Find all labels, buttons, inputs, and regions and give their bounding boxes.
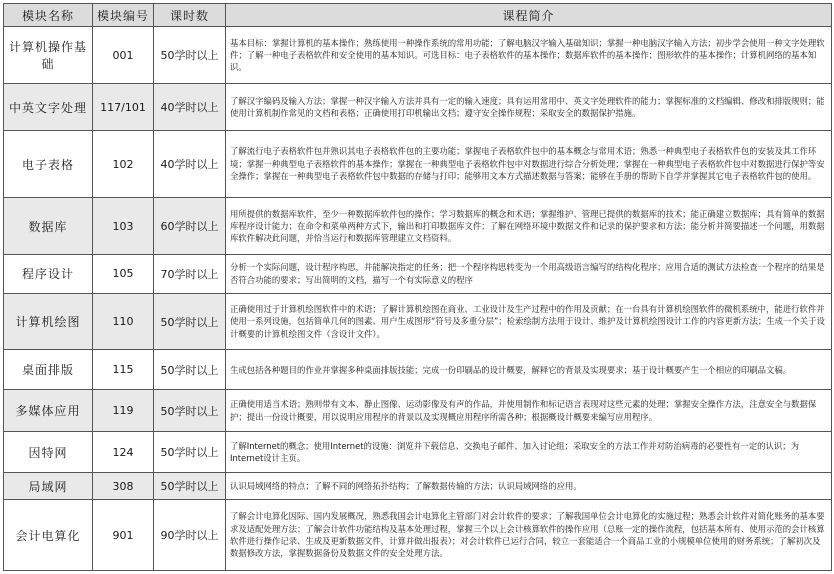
module-hours: 50学时以上: [154, 350, 226, 390]
table-row: [4, 293, 832, 349]
module-description: 正确使用过于计算机绘图软件中的术语；了解计算机绘图在商业、工业设计及生产过程中的作用及贡献；在一台具有计算机绘图软件的微机系统中，能进行软件并使用一系列设施，包括简单几何的图素、用户生成图形“符号及多重分层”；检索绘制方法用于设计、维护及计算机绘图设计工作的内容更新方法；生成一个关于设计概要的计算机绘图文件（含设计文件）。: [226, 293, 832, 349]
module-description: 正确使用适当术语；熟则带有文本、静止图像、运动影像及有声的作品，并使用制作和标记语言表现对这些元素的处理；掌握安全操作方法，注意安全与数据保护；提出一份设计概要，用以说明应用程序的背景以及实现概应用程序所需各种；根据概设计概要来编写应用程序。: [226, 390, 832, 432]
module-hours: 40学时以上: [154, 130, 226, 198]
module-name: 电子表格: [4, 130, 93, 198]
module-hours: 50学时以上: [154, 293, 226, 349]
module-code: 119: [93, 390, 154, 432]
module-hours: 50学时以上: [154, 432, 226, 473]
module-hours: 90学时以上: [154, 500, 226, 571]
module-name: 中英文字处理: [4, 84, 93, 130]
module-code: 102: [93, 130, 154, 198]
module-description: 了解会计电算化因际、国内发展概况，熟悉我国会计电算化主管部门对会计软件的要求；了解我国单位会计电算化的实施过程；熟悉会计软件对简化账务的基本要求及适配处理方法；了解会计软件功能结构及基本处理过程，掌握三个以上会计核算软件的操作应用（总账一定的操作流程，包括基本所有、使用示范的会计核算软件进行操作记录、生成及更新数据文件，计算并做出报表）；对会计软件已运行合同，较立一套能适合一个商品工业的小规模单位使用的财务系统；了解初次及数据修改方法，掌握数据备份及数据文件的安全处理方法。: [226, 500, 832, 571]
course-table: [3, 3, 832, 571]
table-row: [4, 390, 832, 432]
header-module-name: 模块名称: [4, 4, 93, 27]
module-name: 因特网: [4, 432, 93, 473]
table-row: [4, 130, 832, 198]
module-code: 105: [93, 254, 154, 293]
module-code: 110: [93, 293, 154, 349]
module-description: 分析一个实际问题，设计程序构思，并能解决指定的任务；把一个程序构思转变为一个用高级语言编写的结构化程序；应用合适的测试方法检查一个程序的结果是否符合功能的要求；写出简明的文档，描写一个有实际意义的程序: [226, 254, 832, 293]
module-name: 多媒体应用: [4, 390, 93, 432]
table-row: [4, 473, 832, 500]
module-name: 桌面排版: [4, 350, 93, 390]
module-name: 计算机操作基础: [4, 27, 93, 84]
module-description: 用所提供的数据库软件，至少一种数据库软件包的操作；学习数据库的概念和术语；掌握维护、管理已提供的数据库的技术；能正确建立数据库；具有简单的数据库程序设计能力；在命令和菜单两种方式下，输出和打印数据库文件；了解在网络环境中数据文件和记录的保护要求和方法；能分析并简要描述一个问题，用数据库软件解决此问题，并恰当运行和数据库管理建立文档资料。: [226, 198, 832, 254]
header-hours: 课时数: [154, 4, 226, 27]
table-row: [4, 84, 832, 130]
module-code: 103: [93, 198, 154, 254]
header-module-code: 模块编号: [93, 4, 154, 27]
module-name: 会计电算化: [4, 500, 93, 571]
table-row: [4, 350, 832, 390]
module-description: 基本目标：掌握计算机的基本操作；熟练使用一种操作系统的常用功能；了解电脑汉字输入基础知识；掌握一种电脑汉字输入方法；初步学会使用一种文字处理软件；了解一种电子表格软件和安全使用的基本知识。可选目标：电子表格软件的基本操作；数据库软件的基本操作；图形软件的基本操作；计算机网络的基本知识。: [226, 27, 832, 84]
module-description: 了解Internet的概念；使用Internet的设施：浏览并下载信息、交换电子邮件、加入讨论组；采取安全的方法工作并对防治病毒的必要性有一定的认识；为Internet设计主页。: [226, 432, 832, 473]
module-hours: 60学时以上: [154, 198, 226, 254]
module-hours: 50学时以上: [154, 473, 226, 500]
module-hours: 70学时以上: [154, 254, 226, 293]
table-row: [4, 27, 832, 84]
module-hours: 40学时以上: [154, 84, 226, 130]
table-row: [4, 198, 832, 254]
module-code: 117/101: [93, 84, 154, 130]
table-row: [4, 254, 832, 293]
module-hours: 50学时以上: [154, 27, 226, 84]
module-name: 程序设计: [4, 254, 93, 293]
module-description: 了解流行电子表格软件包并熟识其电子表格软件包的主要功能；掌握电子表格软件包中的基本概念与常用术语；熟悉一种典型电子表格软件包的安装及其工作环境；掌握一种典型电子表格软件的基本操作；掌握在一种典型电子表格软件包中对数据进行综合分析处理；掌握在一种典型电子表格软件包中对数据进行保护等安全操作；掌握在一种典型电子表格软件包中数据的存储与打印；能够用文本方式描述数据与答案；能够在手册的帮助下自学并掌握其它电子表格软件包的使用。: [226, 130, 832, 198]
table-row: [4, 500, 832, 571]
module-name: 计算机绘图: [4, 293, 93, 349]
module-description: 认识局域网络的特点；了解不同的网络拓扑结构；了解数据传输的方法；认识局域网络的应用。: [226, 473, 832, 500]
table-row: [4, 432, 832, 473]
header-row: [4, 4, 832, 27]
module-code: 901: [93, 500, 154, 571]
module-hours: 50学时以上: [154, 390, 226, 432]
module-code: 308: [93, 473, 154, 500]
header-description: 课程简介: [226, 4, 832, 27]
module-name: 数据库: [4, 198, 93, 254]
module-description: 生成包括各种题目的作业并掌握多种桌面排版技能；完成一份印刷品的设计概要，解释它的背景及实现要求；基于设计概要产生一个相应的印刷品文稿。: [226, 350, 832, 390]
module-code: 001: [93, 27, 154, 84]
module-description: 了解汉字编码及输入方法；掌握一种汉字输入方法并具有一定的输入速度；具有运用常用中、英文字处理软件的能力；掌握标准的文档编辑、修改和排版规则；能使用计算机制作常见的文档和表格；正确使用打印机输出文档；遵守安全操作规程；采取安全的数据保护措施。: [226, 84, 832, 130]
module-name: 局域网: [4, 473, 93, 500]
module-code: 115: [93, 350, 154, 390]
module-code: 124: [93, 432, 154, 473]
